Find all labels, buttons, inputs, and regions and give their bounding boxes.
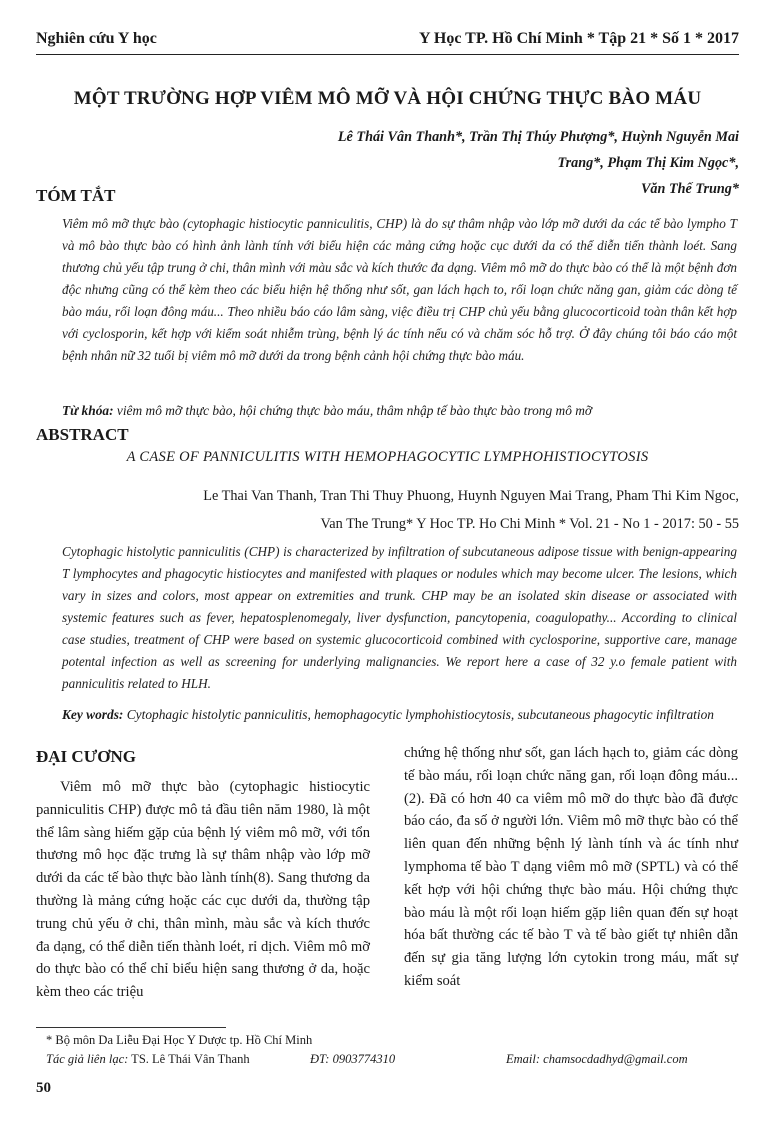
abstract-keywords-text: Cytophagic histolytic panniculitis, hemophagocytic lymphohistiocytosis, subcutaneous phagocytic infiltration <box>123 707 714 722</box>
author-line-2: Văn Thế Trung* <box>640 181 739 197</box>
contact-label: Tác giả liên lạc: <box>46 1052 129 1066</box>
article-title: MỘT TRƯỜNG HỢP VIÊM MÔ MỠ VÀ HỘI CHỨNG THỰC BÀO MÁU <box>73 88 702 109</box>
citation-line-2: Van The Trung* Y Hoc TP. Ho Chi Minh * Vol. 21 - No 1 - 2017: 50 - 55 <box>320 516 739 532</box>
contact-footnote <box>46 1052 739 1067</box>
abstract-heading: ABSTRACT <box>36 425 129 444</box>
footnote-divider <box>36 1027 226 1028</box>
summary-heading: TÓM TẮT <box>36 186 116 205</box>
summary-keywords <box>62 400 739 422</box>
running-header <box>36 30 739 52</box>
journal-issue-label: Y Học TP. Hồ Chí Minh * Tập 21 * Số 1 * 2017 <box>418 30 739 47</box>
page-number: 50 <box>36 1080 51 1096</box>
abstract-keywords <box>62 704 739 726</box>
author-line-1: Lê Thái Vân Thanh*, Trần Thị Thúy Phượng*, Huỳnh Nguyễn Mai Trang*, Phạm Thị Kim Ngọc*, <box>337 129 739 171</box>
author-list <box>300 124 739 202</box>
contact-phone: ĐT: 0903774310 <box>310 1052 396 1066</box>
english-title: A CASE OF PANNICULITIS WITH HEMOPHAGOCYTIC LYMPHOHISTIOCYTOSIS <box>126 449 649 465</box>
intro-right-paragraph: chứng hệ thống như sốt, gan lách hạch to, giảm các dòng tế bào máu, rối loạn chức năng gan, rối loạn đông máu...(2). Đã có hơn 40 ca viêm mô mỡ do thực bào đã được báo cáo, đa số ở người lớn. Viêm mô mỡ thực bào có thể liên quan đến những bệnh lý lành tính và ác tính như lymphoma tế bào T dạng viêm mô mỡ (SPTL) và có thể kết hợp với hội chứng thực bào máu. Hội chứng thực bào máu là một rối loạn hiếm gặp liên quan đến sự hoạt hóa bất thường các tế bào T và tế bào giết tự nhiên dẫn đến sự gia tăng lượng lớn cytokin trong máu, mất sự kiểm soát <box>404 745 738 989</box>
summary-keywords-text: viêm mô mỡ thực bào, hội chứng thực bào máu, thâm nhập tế bào thực bào trong mô mỡ <box>113 403 593 418</box>
intro-left-paragraph: Viêm mô mỡ thực bào (cytophagic histiocytic panniculitis CHP) được mô tả đầu tiên năm 1980, là một thể lâm sàng hiếm gặp của bệnh lý viêm mô mỡ, với tổn thương mô học đặc trưng là sự thâm nhập vào lớp mỡ dưới da các tế bào thực bào lành tính(8). Sang thương da thường là mảng cứng hoặc các cục dưới da, thường tập trung chủ yếu ở chi, thân mình, màu sắc và kích thước đa dạng, có thể diễn tiến thành loét, rỉ dịch. Viêm mô mỡ do thực bào có thể chỉ biểu hiện sang thương ở da, hoặc kèm theo các triệu <box>36 779 370 1001</box>
intro-right-column <box>404 742 738 993</box>
affiliation-footnote: * Bộ môn Da Liễu Đại Học Y Dược tp. Hồ Chí Minh <box>46 1033 313 1047</box>
abstract-keywords-label: Key words: <box>62 707 124 722</box>
abstract-text: Cytophagic histolytic panniculitis (CHP) is characterized by infiltration of subcutaneous adipose tissue with benign-appearing T lymphocytes and phagocytic histiocytes and manifested with plaques or nodules which may become ulcer. The lesions, which vary in sizes and colors, most appear on extremities and trunk. CHP may be an isolated skin disease or associated with systemic features such as fever, hepatosplenomegaly, liver dysfunction, pancytopenia, coagulopathy... According to clinical case studies, treatment of CHP were based on systemic glucocorticoid combined with cyclosporine, supportive care, manage potental infection as well as screening for underlying malignancies. We report here a case of 32 y.o female patient with panniculitis related to HLH. <box>62 544 737 691</box>
intro-heading: ĐẠI CƯƠNG <box>36 747 136 766</box>
citation-line-1: Le Thai Van Thanh, Tran Thi Thuy Phuong, Huynh Nguyen Mai Trang, Pham Thi Kim Ngoc, <box>203 488 739 504</box>
summary-keywords-label: Từ khóa: <box>62 403 114 418</box>
contact-name: TS. Lê Thái Vân Thanh <box>128 1052 250 1066</box>
header-divider <box>36 54 739 55</box>
citation <box>90 482 739 538</box>
journal-section-label: Nghiên cứu Y học <box>36 30 157 47</box>
contact-email[interactable]: Email: chamsocdadhyd@gmail.com <box>506 1052 688 1066</box>
summary-text: Viêm mô mỡ thực bào (cytophagic histiocytic panniculitis, CHP) là do sự thâm nhập vào lớp mỡ dưới da các tế bào lympho T và mô bào thực bào có hình ảnh lành tính với biểu hiện các mảng cứng hoặc cục dưới da có thể diễn tiến thành loét. Sang thương chủ yếu tập trung ở chi, thân mình với màu sắc và kích thước đa dạng. Viêm mô mỡ do thực bào có thể là một bệnh đơn độc nhưng cũng có thể kèm theo các biểu hiện hệ thống như sốt, gan lách hạch to, rối loạn chức năng gan, giảm các dòng tế bào máu, rối loạn đông máu... Theo nhiều báo cáo lâm sàng, việc điều trị CHP chủ yếu bằng glucocorticoid toàn thân kết hợp với cyclosporin, kết hợp với kiểm soát nhiễm trùng, bệnh lý ác tính nếu có và chăm sóc hỗ trợ. Ở đây chúng tôi báo cáo một bệnh nhân nữ 32 tuổi bị viêm mô mỡ dưới da trong bệnh cảnh hội chứng thực bào máu. <box>62 216 737 363</box>
intro-left-column <box>36 776 370 1004</box>
